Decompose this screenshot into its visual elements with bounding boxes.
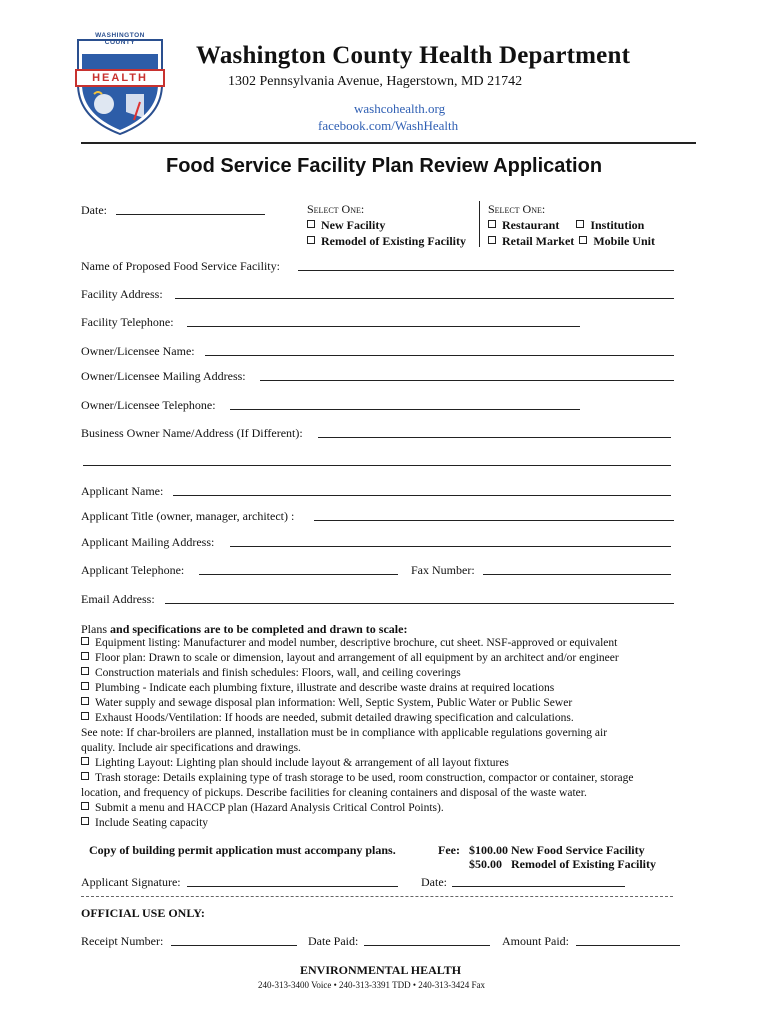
- facility-type-group: [488, 202, 655, 249]
- amount-paid-label: Amount Paid:: [502, 934, 570, 948]
- fax-number-input[interactable]: [483, 574, 671, 575]
- owner-name-input[interactable]: [205, 355, 674, 356]
- date-input[interactable]: [116, 214, 265, 215]
- checkbox-icon[interactable]: [81, 772, 89, 780]
- logo-top-text: WASHINGTON COUNTY: [95, 32, 145, 46]
- footer-phones: 240-313-3400 Voice • 240-313-3391 TDD • 240-313-3424 Fax: [258, 980, 486, 990]
- checkbox-icon[interactable]: [81, 652, 89, 660]
- option-new-facility[interactable]: New Facility: [307, 218, 466, 233]
- date-paid-label: Date Paid:: [308, 934, 359, 948]
- owner-name-label: Owner/Licensee Name:: [81, 344, 195, 358]
- header-divider: [81, 142, 696, 144]
- fee-remodel: $50.00 Remodel of Existing Facility: [469, 857, 656, 871]
- plan-note-line1: See note: If char-broilers are planned, installation must be in compliance with applicable regulations governing air: [81, 727, 608, 739]
- facility-address-input[interactable]: [175, 298, 674, 299]
- checkbox-icon[interactable]: [81, 667, 89, 675]
- fee-new-facility: $100.00 New Food Service Facility: [469, 843, 645, 857]
- county-logo: [74, 32, 166, 136]
- logo-band-text: HEALTH: [92, 72, 148, 84]
- footer-title: ENVIRONMENTAL HEALTH: [300, 963, 462, 977]
- plan-item-equipment: Equipment listing: Manufacturer and model number, descriptive brochure, cut sheet. NSF-approved or equivalent: [81, 637, 617, 649]
- select-divider: [479, 201, 480, 247]
- logo-shield-icon: [74, 32, 166, 136]
- checkbox-icon[interactable]: [81, 682, 89, 690]
- checkbox-icon[interactable]: [488, 220, 496, 228]
- applicant-telephone-label: Applicant Telephone:: [81, 563, 185, 577]
- amount-paid-input[interactable]: [576, 945, 680, 946]
- receipt-number-label: Receipt Number:: [81, 934, 164, 948]
- checkbox-icon[interactable]: [81, 637, 89, 645]
- website-link[interactable]: washcohealth.org: [354, 101, 446, 116]
- option-institution[interactable]: Institution: [576, 218, 644, 232]
- business-owner-label: Business Owner Name/Address (If Different):: [81, 426, 303, 440]
- email-label: Email Address:: [81, 592, 155, 606]
- checkbox-icon[interactable]: [81, 757, 89, 765]
- plan-item-seating: Include Seating capacity: [81, 817, 208, 829]
- plan-item-lighting: Lighting Layout: Lighting plan should include layout & arrangement of all layout fixtures: [81, 757, 509, 769]
- plan-trash-line2: location, and frequency of pickups. Describe facilities for cleaning containers and disposal of the waste water.: [81, 787, 587, 799]
- signature-date-label: Date:: [421, 875, 447, 889]
- plan-item-water: Water supply and sewage disposal plan information: Well, Septic System, Public Water or Public Sewer: [81, 697, 572, 709]
- owner-mailing-input[interactable]: [260, 380, 674, 381]
- facility-status-group: [307, 202, 466, 249]
- date-label: Date:: [81, 203, 107, 217]
- date-paid-input[interactable]: [364, 945, 490, 946]
- plan-item-exhaust: Exhaust Hoods/Ventilation: If hoods are needed, submit detailed drawing specification and calculations.: [81, 712, 574, 724]
- official-use-heading: OFFICIAL USE ONLY:: [81, 906, 205, 920]
- option-retail-market[interactable]: Retail Market: [488, 234, 574, 248]
- email-input[interactable]: [165, 603, 674, 604]
- applicant-name-label: Applicant Name:: [81, 484, 164, 498]
- applicant-title-label: Applicant Title (owner, manager, architect) :: [81, 509, 295, 523]
- applicant-mailing-label: Applicant Mailing Address:: [81, 535, 215, 549]
- plan-item-construction: Construction materials and finish schedules: Floors, wall, and ceiling coverings: [81, 667, 461, 679]
- applicant-mailing-input[interactable]: [230, 546, 671, 547]
- applicant-name-input[interactable]: [173, 495, 671, 496]
- plan-item-trash: Trash storage: Details explaining type of trash storage to be used, room construction, compactor or container, storage: [81, 772, 634, 784]
- facility-telephone-label: Facility Telephone:: [81, 315, 174, 329]
- applicant-title-input[interactable]: [314, 520, 674, 521]
- option-restaurant[interactable]: Restaurant: [488, 218, 559, 232]
- checkbox-icon[interactable]: [307, 220, 315, 228]
- facility-name-label: Name of Proposed Food Service Facility:: [81, 259, 280, 273]
- plan-item-menu: Submit a menu and HACCP plan (Hazard Analysis Critical Control Points).: [81, 802, 444, 814]
- facility-name-input[interactable]: [298, 270, 674, 271]
- signature-date-input[interactable]: [452, 886, 625, 887]
- select-one-heading: Select One:: [307, 202, 365, 216]
- permit-note: Copy of building permit application must accompany plans.: [89, 843, 396, 857]
- checkbox-icon[interactable]: [81, 802, 89, 810]
- plans-heading: Plans and specifications are to be completed and drawn to scale:: [81, 622, 408, 636]
- owner-telephone-input[interactable]: [230, 409, 580, 410]
- plan-note-line2: quality. Include air specifications and drawings.: [81, 742, 301, 754]
- receipt-number-input[interactable]: [171, 945, 297, 946]
- signature-label: Applicant Signature:: [81, 875, 181, 889]
- business-owner-input-line2[interactable]: [83, 465, 671, 466]
- option-remodel[interactable]: Remodel of Existing Facility: [307, 234, 466, 249]
- checkbox-icon[interactable]: [579, 236, 587, 244]
- owner-telephone-label: Owner/Licensee Telephone:: [81, 398, 216, 412]
- form-title: Food Service Facility Plan Review Application: [166, 155, 603, 177]
- select-one-heading: Select One:: [488, 202, 546, 216]
- signature-input[interactable]: [187, 886, 398, 887]
- checkbox-icon[interactable]: [307, 236, 315, 244]
- plan-item-plumbing: Plumbing - Indicate each plumbing fixture, illustrate and describe waste drains at required locations: [81, 682, 554, 694]
- checkbox-icon[interactable]: [488, 236, 496, 244]
- checkbox-icon[interactable]: [81, 697, 89, 705]
- checkbox-icon[interactable]: [81, 712, 89, 720]
- business-owner-input[interactable]: [318, 437, 671, 438]
- facility-telephone-input[interactable]: [187, 326, 580, 327]
- facility-address-label: Facility Address:: [81, 287, 163, 301]
- owner-mailing-label: Owner/Licensee Mailing Address:: [81, 369, 246, 383]
- fee-label: Fee:: [438, 843, 460, 857]
- department-address: 1302 Pennsylvania Avenue, Hagerstown, MD 21742: [228, 74, 523, 89]
- plan-item-floor: Floor plan: Drawn to scale or dimension, layout and arrangement of all equipment by an architect and/or engineer: [81, 652, 619, 664]
- applicant-telephone-input[interactable]: [199, 574, 398, 575]
- option-mobile-unit[interactable]: Mobile Unit: [579, 234, 655, 248]
- checkbox-icon[interactable]: [576, 220, 584, 228]
- fax-number-label: Fax Number:: [411, 563, 475, 577]
- facebook-link[interactable]: facebook.com/WashHealth: [318, 118, 459, 133]
- department-title: Washington County Health Department: [196, 42, 631, 69]
- official-divider: [81, 896, 673, 897]
- checkbox-icon[interactable]: [81, 817, 89, 825]
